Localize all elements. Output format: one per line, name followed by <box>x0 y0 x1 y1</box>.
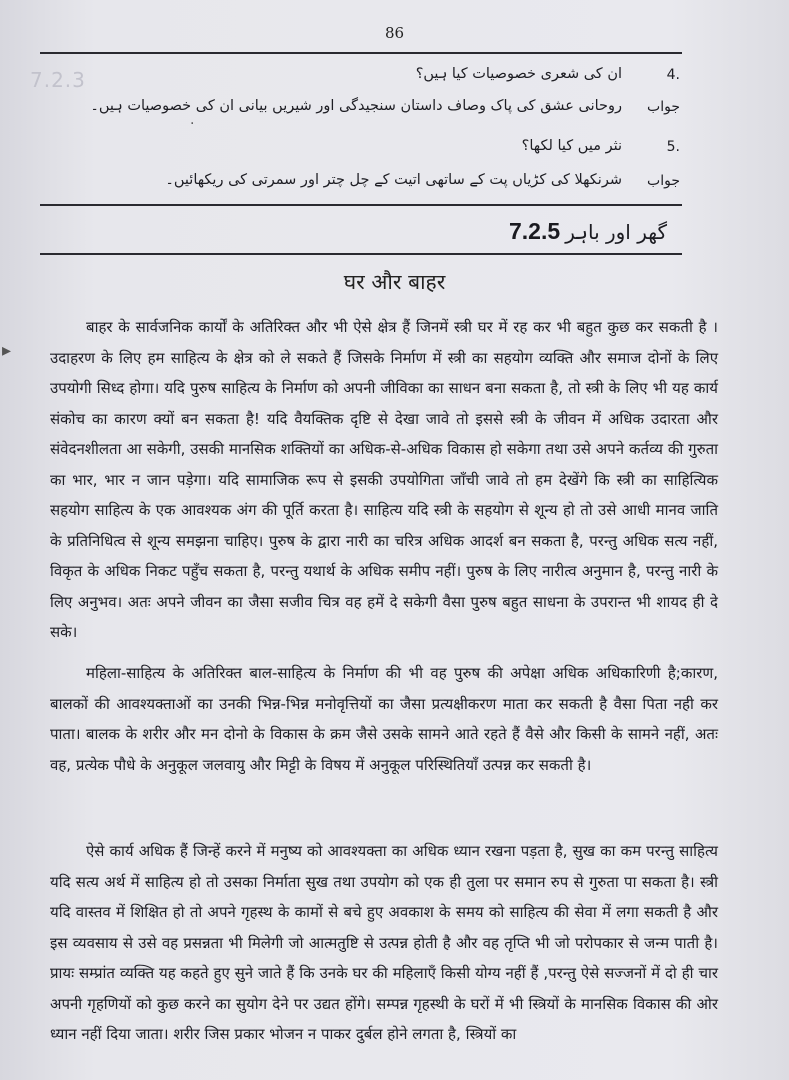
answer-text: شرنکھلا کی کڑیاں پت کے ساتھی اتیت کے چل چتر اور سمرتی کی ریکھائیں۔ <box>165 172 622 188</box>
question-4 <box>40 64 680 90</box>
paragraph-1: बाहर के सार्वजनिक कार्यों के अतिरिक्त और भी ऐसे क्षेत्र हैं जिनमें स्त्री घर में रह कर भी बहुत कुछ कर सकती है । उदाहरण के लिए हम साहित्य के क्षेत्र को ले सकते हैं जिसके निर्माण में स्त्री का सहयोग व्यक्ति और समाज दोनों के लिए उपयोगी सिध्द होगा। यदि पुरुष साहित्य के निर्माण को अपनी जीविका का साधन बना सकता है, तो स्त्री के लिए भी यह कार्य संकोच का कारण क्यों बन सकता है! यदि वैयक्तिक दृष्टि से देखा जावे तो इससे स्त्री के जीवन में अधिक उदारता और संवेदनशीलता आ सकेगी, उसकी मानसिक शक्तियों का अधिक-से-अधिक विकास हो सकेगा तथा उसे अपने कर्तव्य की गुरुता का भार, भार न जान पड़ेगा। यदि सामाजिक रूप से इसकी उपयोगिता जाँची जावे तो हम देखेंगे कि स्त्री का साहित्यिक सहयोग साहित्य के एक आवश्यक अंग की पूर्ति करता है। साहित्य यदि स्त्री के सहयोग से शून्य हो तो उसे आधी मानव जाति के प्रतिनिधित्व से शून्य समझना चाहिए। पुरुष के द्वारा नारी का चरित्र अधिक आदर्श बन सकता है, परन्तु अधिक सत्य नहीं, विकृत के अधिक निकट पहुँच सकता है, परन्तु यथार्थ के अधिक समीप नहीं। पुरुष के लिए नारीत्व अनुमान है, परन्तु नारी के लिए अनुभव। अतः अपने जीवन का जैसा सजीव चित्र वह हमें दे सकेगी वैसा पुरुष बहुत साधना के उपरान्त भी शायद ही दे सके। <box>50 318 718 641</box>
answer-label: جواب <box>647 99 680 115</box>
top-rule <box>40 52 682 54</box>
page-title: घर और बाहर <box>343 270 446 294</box>
question-text: ان کی شعری خصوصیات کیا ہیں؟ <box>415 66 622 82</box>
answer-4 <box>40 96 680 122</box>
section-title-urdu: گھر اور باہر <box>565 220 667 244</box>
answer-text: روحانی عشق کی پاک وصاف داستان سنجیدگی اور شیریں بیانی ان کی خصوصیات ہیں۔ <box>90 98 622 114</box>
answer-label: جواب <box>647 173 680 189</box>
page-number: 86 <box>384 24 405 42</box>
question-number: 4. <box>666 67 680 83</box>
section-heading <box>509 218 679 245</box>
question-5 <box>40 136 680 162</box>
section-rule-bottom <box>40 253 682 255</box>
paragraph-3: ऐसे कार्य अधिक हैं जिन्हें करने में मनुष्य को आवश्यक्ता का अधिक ध्यान रखना पड़ता है, सुख का कम परन्तु साहित्य यदि सत्य अर्थ में साहित्य हो तो उसका निर्माता सुख तथा उपयोग को एक ही तुला पर समान रुप से गुरुता पा सकता है। स्त्री यदि वास्तव में शिक्षित हो तो अपने गृहस्थ के कामों से बचे हुए अवकाश के समय को साहित्य की सेवा में लगा सकती है और इस व्यवसाय से उसे वह प्रसन्नता भी मिलेगी जो आत्मतुष्टि से उत्पन्न होती है और वह तृप्ति भी जो परोपकार से जन्म पाती है। प्रायः सम्प्रांत व्यक्ति यह कहते हुए सुने जाते हैं कि उनके घर की महिलाएँ किसी योग्य नहीं हैं ,परन्तु ऐसे सज्जनों में दो ही चार अपनी गृहणियों को कुछ करने का सुयोग देने पर उद्यत होंगे। सम्पन्न गृहस्थी के घरों में भी स्त्रियों के मानसिक विकास की ओर ध्यान नहीं दिया जाता। शरीर जिस प्रकार भोजन न पाकर दुर्बल होने लगता है, स्त्रियों का <box>50 842 718 1043</box>
question-number: 5. <box>666 139 680 155</box>
pen-mark: · <box>190 116 195 132</box>
paragraph-2: महिला-साहित्य के अतिरिक्त बाल-साहित्य के निर्माण की भी वह पुरुष की अपेक्षा अधिक अधिकारिणी है;कारण, बालकों की आवश्यक्ताओं का उनकी भिन्न-भिन्न मनोवृत्तियों का जैसा प्रत्यक्षीकरण माता कर सकती है वैसा पिता नही कर पाता। बालक के शरीर और मन दोनो के विकास के क्रम जैसे उसके सामने आते रहते हैं वैसे और किसी के सामने नहीं, अतः वह, प्रत्येक पौधे के अनुकूल जलवायु और मिट्टी के विषय में अनुकूल परिस्थितियाँ उत्पन्न कर सकती है। <box>50 664 718 774</box>
bleed-through-text: 7.2.3 <box>30 68 86 92</box>
question-text: نثر میں کیا لکھا؟ <box>521 138 622 154</box>
margin-mark: ▸ <box>2 340 12 361</box>
section-rule-top <box>40 204 682 206</box>
answer-5 <box>40 170 680 196</box>
section-number: 7.2.5 <box>508 218 561 244</box>
